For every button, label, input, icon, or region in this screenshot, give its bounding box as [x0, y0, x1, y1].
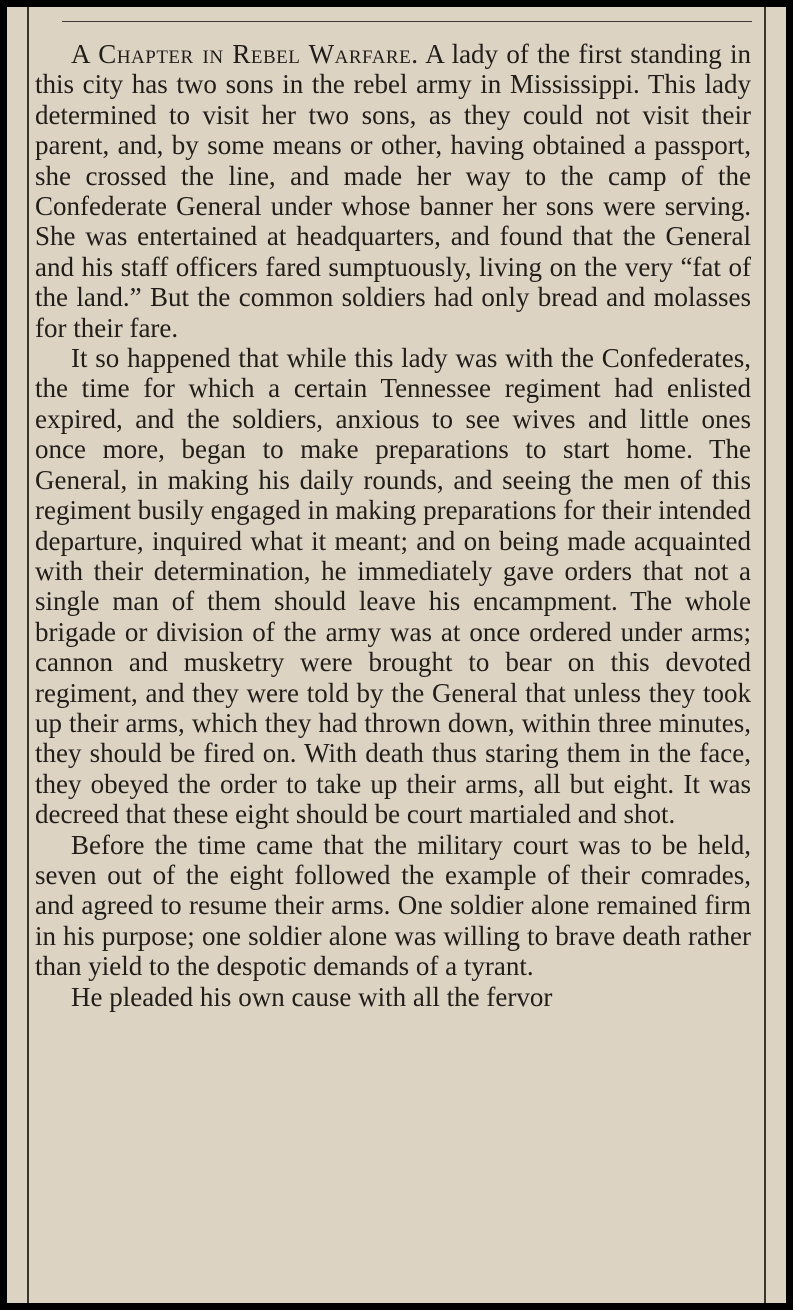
article-paragraph-4: He pleaded his own cause with all the fervor: [71, 981, 553, 1012]
article-paragraph-1: [35, 39, 751, 343]
newspaper-clipping: [7, 7, 786, 1303]
left-column-rule: [27, 7, 29, 1303]
cut-off-header-line: [62, 13, 752, 22]
article-column: [35, 39, 751, 1012]
article-title: A Chapter in Rebel Warfare.: [71, 39, 419, 69]
article-paragraph-2: It so happened that while this lady was with the Confederates, the time for which a certain Tennessee regiment had enlisted expired, and the soldiers, anxious to see wives and little ones once more, began to make preparations to start home. The General, in making his daily rounds, and seeing the men of this regiment busily engaged in making preparations for their intended departure, inquired what it meant; and on being made acquainted with their determination, he immediately gave orders that not a single man of them should leave his encampment. The whole brigade or division of the army was at once ordered under arms; cannon and musketry were brought to bear on this devoted regiment, and they were told by the General that unless they took up their arms, which they had thrown down, within three minutes, they should be fired on. With death thus staring them in the face, they obeyed the order to take up their arms, all but eight. It was decreed that these eight should be court martialed and shot.: [35, 343, 751, 830]
paragraph-1-text: A lady of the first standing in this city has two sons in the rebel army in Mississippi. This lady determined to visit her two sons, as they could not visit their parent, and, by some means or other, having obtained a passport, she crossed the line, and made her way to the camp of the Confederate General under whose banner her sons were serving. She was entertained at headquarters, and found that the General and his staff officers fared sumptuously, living on the very “fat of the land.” But the common soldiers had only bread and molasses for their fare.: [35, 39, 751, 343]
right-column-rule: [764, 7, 766, 1303]
article-paragraph-3: Before the time came that the military court was to be held, seven out of the eight followed the example of their comrades, and agreed to resume their arms. One soldier alone remained firm in his purpose; one soldier alone was willing to brave death rather than yield to the despotic demands of a tyrant.: [35, 829, 751, 982]
